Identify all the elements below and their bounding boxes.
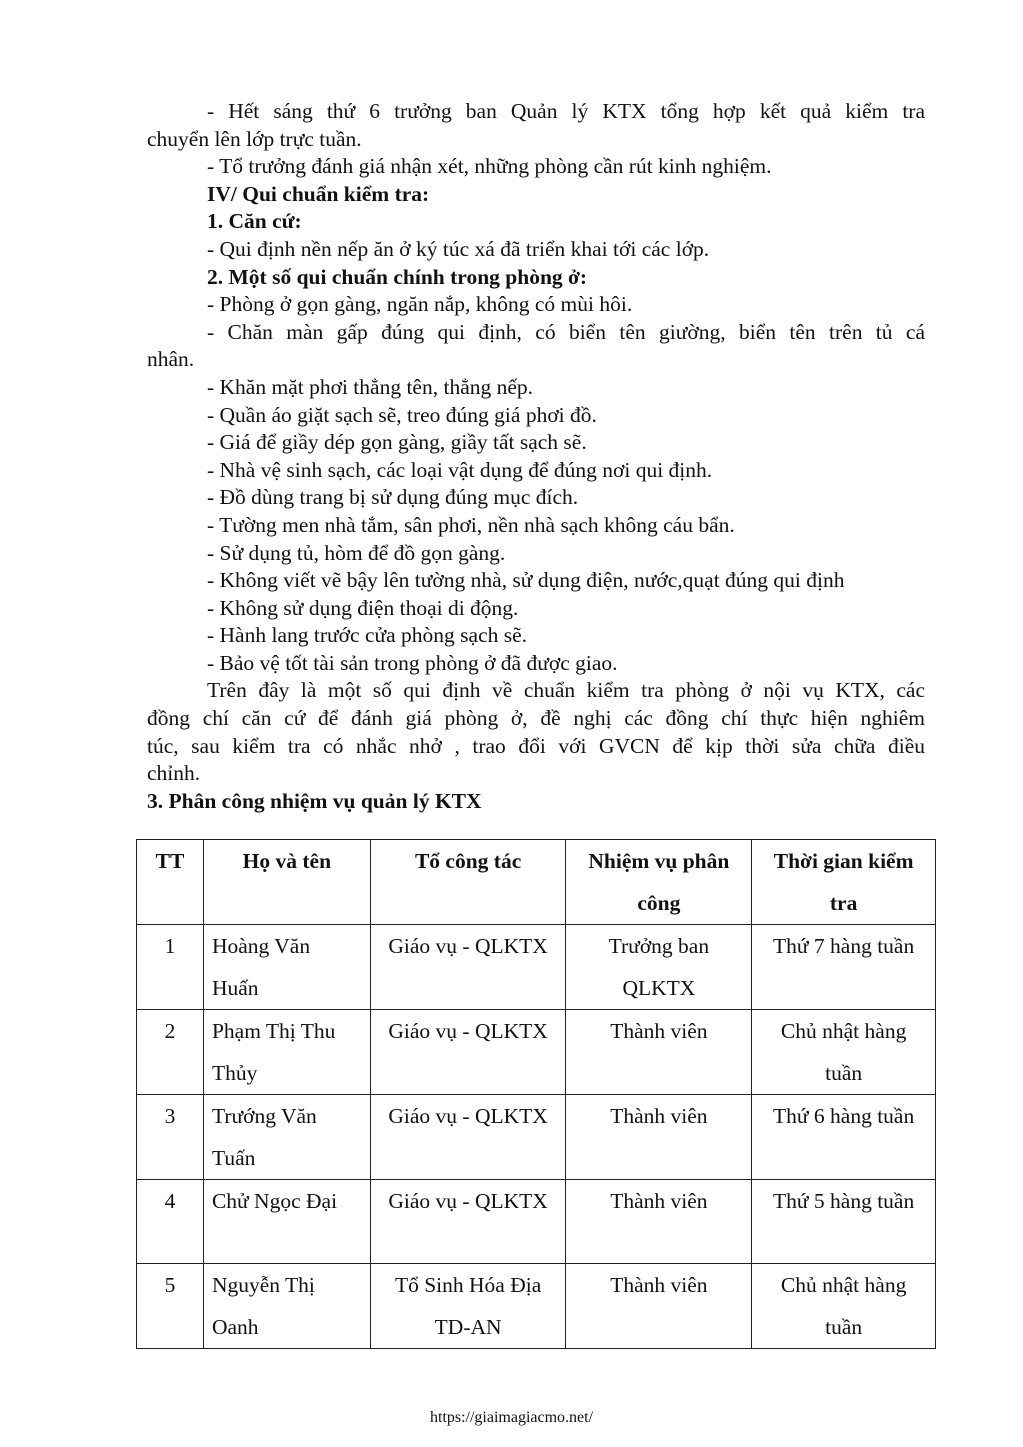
cell-name: Nguyễn Thị Oanh	[203, 1264, 370, 1349]
cell-team: Giáo vụ - QLKTX	[370, 1010, 566, 1095]
paragraph-line: Trên đây là một số qui định về chuẩn kiểm tra phòng ở nội vụ KTX, các	[207, 678, 925, 703]
cell-name: Chử Ngọc Đại	[203, 1180, 370, 1264]
paragraph-line: IV/ Qui chuẩn kiểm tra:	[207, 181, 430, 206]
paragraph-line: - Giá để giầy dép gọn gàng, giầy tất sạch sẽ.	[207, 430, 587, 455]
paragraph-line: - Nhà vệ sinh sạch, các loại vật dụng để đúng nơi qui định.	[207, 457, 713, 482]
paragraph-line: chuyển lên lớp trực tuần.	[147, 126, 362, 151]
cell-tt: 1	[137, 925, 204, 1010]
cell-tt: 5	[137, 1264, 204, 1349]
cell-duty: Thành viên	[566, 1264, 752, 1349]
paragraph-line: nhân.	[147, 347, 195, 372]
cell-tt: 2	[137, 1010, 204, 1095]
cell-duty: Thành viên	[566, 1095, 752, 1180]
header-duty: Nhiệm vụ phân công	[566, 840, 752, 925]
cell-duty: Trưởng ban QLKTX	[566, 925, 752, 1010]
footer-url[interactable]: https://giaimagiacmo.net/	[429, 1409, 594, 1426]
paragraph-line: - Bảo vệ tốt tài sản trong phòng ở đã được giao.	[207, 650, 618, 675]
header-team: Tổ công tác	[370, 840, 566, 925]
document-body	[147, 98, 925, 815]
table-row	[137, 1095, 936, 1180]
header-name: Họ và tên	[203, 840, 370, 925]
cell-time: Thứ 6 hàng tuần	[752, 1095, 936, 1180]
paragraph-line: - Quần áo giặt sạch sẽ, treo đúng giá phơi đồ.	[207, 402, 597, 427]
cell-team: Giáo vụ - QLKTX	[370, 925, 566, 1010]
cell-name: Phạm Thị Thu Thủy	[203, 1010, 370, 1095]
header-time: Thời gian kiểm tra	[752, 840, 936, 925]
paragraph-line: - Chăn màn gấp đúng qui định, có biển tên giường, biển tên trên tủ cá	[207, 319, 925, 344]
cell-name: Trướng Văn Tuấn	[203, 1095, 370, 1180]
paragraph-line: 2. Một số qui chuẩn chính trong phòng ở:	[207, 264, 588, 289]
assignment-table	[136, 839, 936, 1349]
header-tt: TT	[137, 840, 204, 925]
paragraph-line: chỉnh.	[147, 761, 201, 786]
table-row	[137, 1010, 936, 1095]
table-row	[137, 925, 936, 1010]
paragraph-line: - Không viết vẽ bậy lên tường nhà, sử dụng điện, nước,quạt đúng qui định	[207, 568, 845, 593]
cell-name: Hoàng Văn Huấn	[203, 925, 370, 1010]
table-header-row	[137, 840, 936, 925]
cell-team: Giáo vụ - QLKTX	[370, 1095, 566, 1180]
paragraph-line: - Khăn mặt phơi thẳng tên, thẳng nếp.	[207, 374, 534, 399]
paragraph-line: túc, sau kiểm tra có nhắc nhở , trao đổi với GVCN để kịp thời sửa chữa điều	[147, 733, 925, 758]
paragraph-line: 1. Căn cứ:	[207, 209, 302, 234]
cell-team: Giáo vụ - QLKTX	[370, 1180, 566, 1264]
paragraph-line: - Hành lang trước cửa phòng sạch sẽ.	[207, 623, 528, 648]
cell-duty: Thành viên	[566, 1010, 752, 1095]
cell-duty: Thành viên	[566, 1180, 752, 1264]
paragraph-line: - Qui định nền nếp ăn ở ký túc xá đã triển khai tới các lớp.	[207, 236, 710, 261]
paragraph-line: - Không sử dụng điện thoại di động.	[207, 595, 519, 620]
cell-time: Chủ nhật hàng tuần	[752, 1010, 936, 1095]
cell-team: Tổ Sinh Hóa Địa TD-AN	[370, 1264, 566, 1349]
paragraph-line: - Phòng ở gọn gàng, ngăn nắp, không có mùi hôi.	[207, 292, 633, 317]
cell-time: Thứ 7 hàng tuần	[752, 925, 936, 1010]
paragraph-line: - Sử dụng tủ, hòm để đồ gọn gàng.	[207, 540, 506, 565]
cell-tt: 3	[137, 1095, 204, 1180]
paragraph-line: - Hết sáng thứ 6 trưởng ban Quản lý KTX tổng hợp kết quả kiểm tra	[207, 99, 925, 123]
table-row	[137, 1180, 936, 1264]
cell-tt: 4	[137, 1180, 204, 1264]
table-row	[137, 1264, 936, 1349]
paragraph-line: - Đồ dùng trang bị sử dụng đúng mục đích.	[207, 485, 579, 510]
paragraph-line: đồng chí căn cứ để đánh giá phòng ở, đề nghị các đồng chí thực hiện nghiêm	[147, 706, 925, 731]
cell-time: Thứ 5 hàng tuần	[752, 1180, 936, 1264]
paragraph-line: - Tổ trưởng đánh giá nhận xét, những phòng cần rút kinh nghiệm.	[207, 154, 772, 179]
cell-time: Chủ nhật hàng tuần	[752, 1264, 936, 1349]
paragraph-line: 3. Phân công nhiệm vụ quản lý KTX	[147, 788, 482, 813]
paragraph-line: - Tường men nhà tắm, sân phơi, nền nhà sạch không cáu bẩn.	[207, 512, 735, 537]
